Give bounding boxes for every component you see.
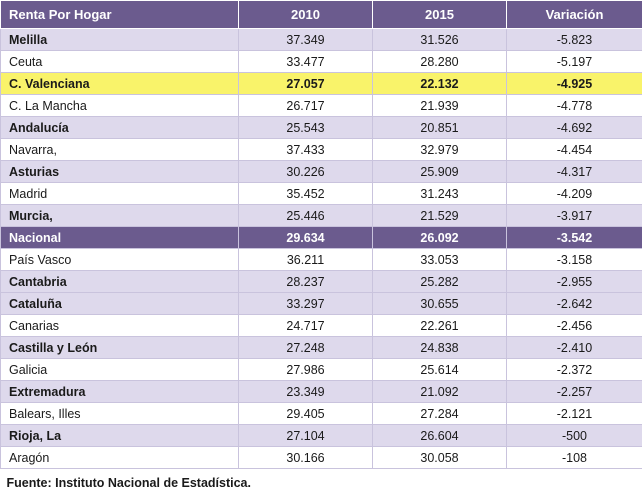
- cell-variacion: -3.542: [507, 227, 642, 249]
- table-row: [1, 293, 642, 315]
- cell-region: Cataluña: [1, 293, 239, 315]
- cell-variacion: -2.955: [507, 271, 642, 293]
- cell-region: C. Valenciana: [1, 73, 239, 95]
- cell-2015: 31.243: [373, 183, 507, 205]
- cell-2010: 25.446: [239, 205, 373, 227]
- cell-variacion: -5.823: [507, 29, 642, 51]
- cell-variacion: -4.317: [507, 161, 642, 183]
- cell-variacion: -2.372: [507, 359, 642, 381]
- cell-region: Ceuta: [1, 51, 239, 73]
- cell-region: Castilla y León: [1, 337, 239, 359]
- cell-2015: 25.282: [373, 271, 507, 293]
- cell-variacion: -5.197: [507, 51, 642, 73]
- cell-2015: 20.851: [373, 117, 507, 139]
- table-row: [1, 51, 642, 73]
- cell-region: Melilla: [1, 29, 239, 51]
- cell-region: Asturias: [1, 161, 239, 183]
- cell-region: Balears, Illes: [1, 403, 239, 425]
- table-row: [1, 381, 642, 403]
- cell-region: País Vasco: [1, 249, 239, 271]
- cell-2015: 21.939: [373, 95, 507, 117]
- source-note: Fuente: Instituto Nacional de Estadística.: [1, 469, 642, 494]
- table-row: [1, 161, 642, 183]
- table-row: [1, 117, 642, 139]
- cell-variacion: -2.642: [507, 293, 642, 315]
- cell-region: Nacional: [1, 227, 239, 249]
- table-row: [1, 95, 642, 117]
- column-header-variacion: Variación: [507, 1, 642, 29]
- table-row: [1, 447, 642, 469]
- cell-region: Andalucía: [1, 117, 239, 139]
- cell-2015: 31.526: [373, 29, 507, 51]
- cell-region: Rioja, La: [1, 425, 239, 447]
- cell-2010: 27.248: [239, 337, 373, 359]
- cell-2010: 27.057: [239, 73, 373, 95]
- cell-variacion: -4.209: [507, 183, 642, 205]
- cell-2015: 32.979: [373, 139, 507, 161]
- column-header-region: Renta Por Hogar: [1, 1, 239, 29]
- cell-variacion: -3.158: [507, 249, 642, 271]
- cell-variacion: -500: [507, 425, 642, 447]
- table-body: [1, 29, 642, 469]
- cell-2010: 33.297: [239, 293, 373, 315]
- cell-2015: 22.261: [373, 315, 507, 337]
- cell-region: Madrid: [1, 183, 239, 205]
- cell-2015: 21.092: [373, 381, 507, 403]
- table-row: [1, 29, 642, 51]
- table-row: [1, 249, 642, 271]
- cell-region: Cantabria: [1, 271, 239, 293]
- column-header-2015: 2015: [373, 1, 507, 29]
- table-header-row: [1, 1, 642, 29]
- table-row: [1, 139, 642, 161]
- cell-2010: 26.717: [239, 95, 373, 117]
- cell-region: Murcia,: [1, 205, 239, 227]
- cell-variacion: -4.692: [507, 117, 642, 139]
- table-row: [1, 271, 642, 293]
- cell-2010: 27.104: [239, 425, 373, 447]
- cell-variacion: -4.778: [507, 95, 642, 117]
- cell-variacion: -4.454: [507, 139, 642, 161]
- cell-2010: 23.349: [239, 381, 373, 403]
- cell-2015: 28.280: [373, 51, 507, 73]
- cell-2010: 36.211: [239, 249, 373, 271]
- table-row: [1, 337, 642, 359]
- cell-2010: 25.543: [239, 117, 373, 139]
- cell-2010: 33.477: [239, 51, 373, 73]
- cell-variacion: -2.410: [507, 337, 642, 359]
- table-footer: [1, 469, 642, 494]
- table-row: [1, 227, 642, 249]
- cell-2010: 37.349: [239, 29, 373, 51]
- cell-2015: 26.092: [373, 227, 507, 249]
- cell-2015: 30.058: [373, 447, 507, 469]
- cell-2010: 27.986: [239, 359, 373, 381]
- cell-region: Aragón: [1, 447, 239, 469]
- cell-2015: 27.284: [373, 403, 507, 425]
- cell-2015: 22.132: [373, 73, 507, 95]
- table-row: [1, 403, 642, 425]
- cell-2015: 25.614: [373, 359, 507, 381]
- cell-2015: 33.053: [373, 249, 507, 271]
- table-header: [1, 1, 642, 29]
- cell-2015: 26.604: [373, 425, 507, 447]
- cell-2010: 24.717: [239, 315, 373, 337]
- cell-2010: 35.452: [239, 183, 373, 205]
- cell-2015: 30.655: [373, 293, 507, 315]
- cell-variacion: -108: [507, 447, 642, 469]
- cell-2010: 30.166: [239, 447, 373, 469]
- column-header-2010: 2010: [239, 1, 373, 29]
- cell-variacion: -2.257: [507, 381, 642, 403]
- cell-region: Canarias: [1, 315, 239, 337]
- cell-2010: 29.405: [239, 403, 373, 425]
- cell-2010: 37.433: [239, 139, 373, 161]
- table-row: [1, 205, 642, 227]
- table-footer-row: [1, 469, 642, 494]
- cell-variacion: -2.121: [507, 403, 642, 425]
- cell-2010: 30.226: [239, 161, 373, 183]
- table-row: [1, 425, 642, 447]
- cell-region: Navarra,: [1, 139, 239, 161]
- cell-region: Extremadura: [1, 381, 239, 403]
- cell-variacion: -4.925: [507, 73, 642, 95]
- cell-2010: 29.634: [239, 227, 373, 249]
- cell-2015: 25.909: [373, 161, 507, 183]
- cell-2010: 28.237: [239, 271, 373, 293]
- cell-region: Galicia: [1, 359, 239, 381]
- cell-2015: 24.838: [373, 337, 507, 359]
- table-row: [1, 183, 642, 205]
- table-row: [1, 73, 642, 95]
- table-row: [1, 315, 642, 337]
- cell-variacion: -3.917: [507, 205, 642, 227]
- cell-region: C. La Mancha: [1, 95, 239, 117]
- cell-2015: 21.529: [373, 205, 507, 227]
- cell-variacion: -2.456: [507, 315, 642, 337]
- table-row: [1, 359, 642, 381]
